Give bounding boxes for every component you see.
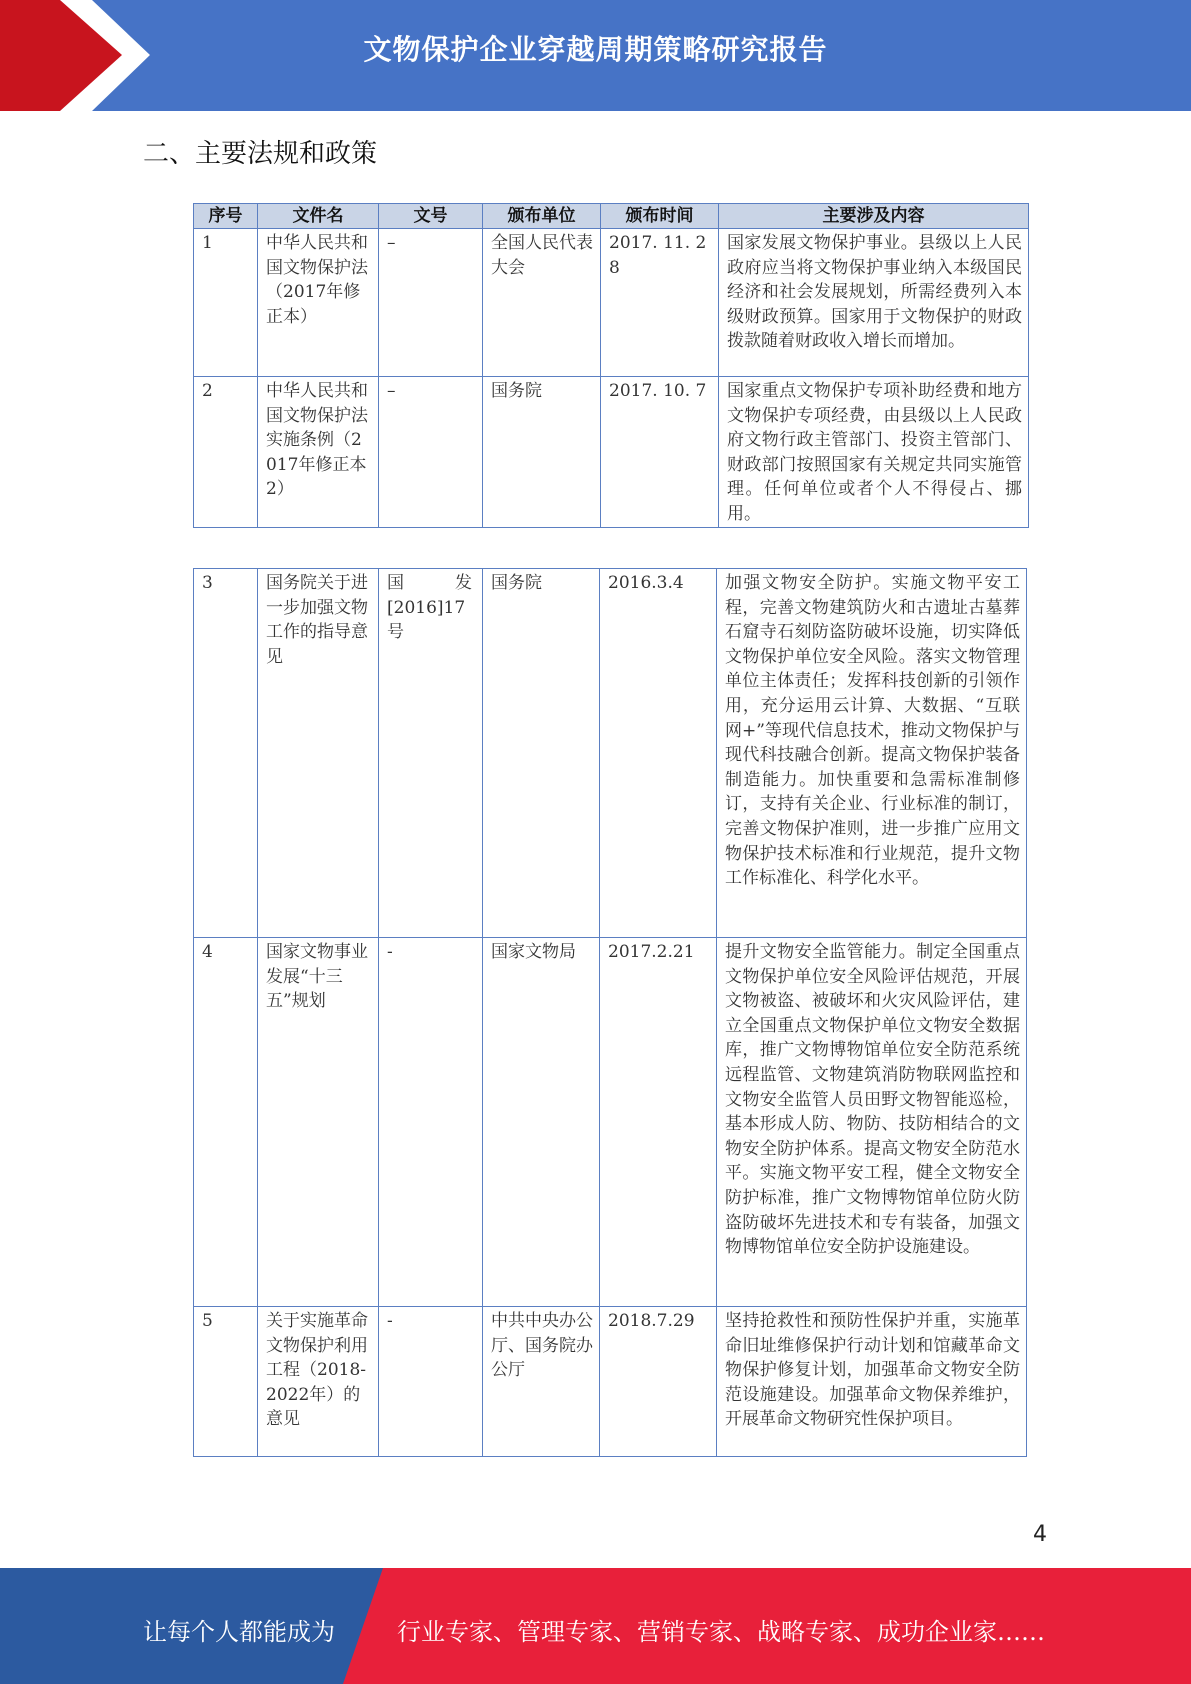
column-header-date: 颁布时间 [601, 204, 719, 229]
cell-issuer: 国务院 [483, 569, 600, 938]
section-heading: 二、主要法规和政策 [143, 139, 378, 169]
cell-date: 2017.2.21 [600, 938, 717, 1307]
cell-name: 关于实施革命文物保护利用工程（2018-2022年）的意见 [258, 1307, 379, 1457]
cell-content: 坚持抢救性和预防性保护并重，实施革命旧址维修保护行动计划和馆藏革命文物保护修复计划，加强革命文物安全防范设施建设。加强革命文物保养维护，开展革命文物研究性保护项目。 [717, 1307, 1027, 1457]
table-row [194, 1307, 1027, 1457]
table-row [194, 377, 1029, 528]
cell-content: 提升文物安全监管能力。制定全国重点文物保护单位安全风险评估规范，开展文物被盗、被破坏和火灾风险评估，建立全国重点文物保护单位文物安全数据库，推广文物博物馆单位安全防范系统远程监管、文物建筑消防物联网监控和文物安全监管人员田野文物智能巡检，基本形成人防、物防、技防相结合的文物安全防护体系。提高文物安全防范水平。实施文物平安工程，健全文物安全防护标准，推广文物博物馆单位防火防盗防破坏先进技术和专有装备，加强文物博物馆单位安全防护设施建设。 [717, 938, 1027, 1307]
column-header-no: 序号 [194, 204, 258, 229]
cell-doc-no: - [379, 1307, 483, 1457]
table-header-row [194, 204, 1029, 229]
column-header-doc-no: 文号 [379, 204, 483, 229]
cell-no: 1 [194, 229, 258, 377]
cell-issuer: 国家文物局 [483, 938, 600, 1307]
cell-content: 国家发展文物保护事业。县级以上人民政府应当将文物保护事业纳入本级国民经济和社会发展规划，所需经费列入本级财政预算。国家用于文物保护的财政拨款随着财政收入增长而增加。 [719, 229, 1029, 377]
cell-date: 2018.7.29 [600, 1307, 717, 1457]
cell-content: 加强文物安全防护。实施文物平安工程，完善文物建筑防火和古遗址古墓葬石窟寺石刻防盗防破坏设施，切实降低文物保护单位安全风险。落实文物管理单位主体责任；发挥科技创新的引领作用，充分运用云计算、大数据、“互联网+”等现代信息技术，推动文物保护与现代科技融合创新。提高文物保护装备制造能力。加快重要和急需标准制修订，支持有关企业、行业标准的制订，完善文物保护准则，进一步推广应用文物保护技术标准和行业规范，提升文物工作标准化、科学化水平。 [717, 569, 1027, 938]
table-row [194, 229, 1029, 377]
cell-no: 2 [194, 377, 258, 528]
report-title: 文物保护企业穿越周期策略研究报告 [363, 33, 828, 66]
cell-name: 国务院关于进一步加强文物工作的指导意见 [258, 569, 379, 938]
cell-date: 2016.3.4 [600, 569, 717, 938]
column-header-name: 文件名 [258, 204, 379, 229]
cell-doc-no: - [379, 938, 483, 1307]
page-header [0, 0, 1191, 111]
policy-table-part-1 [193, 203, 1029, 528]
footer-slogan-right: 行业专家、管理专家、营销专家、战略专家、成功企业家…… [397, 1618, 1045, 1646]
cell-date: 2017. 10. 7 [601, 377, 719, 528]
cell-issuer: 中共中央办公厅、国务院办公厅 [483, 1307, 600, 1457]
policy-table-part-2 [193, 568, 1027, 1457]
page-footer [0, 1568, 1191, 1684]
cell-name: 国家文物事业发展“十三五”规划 [258, 938, 379, 1307]
column-header-content: 主要涉及内容 [719, 204, 1029, 229]
cell-doc-no: 国 发[2016]17号 [379, 569, 483, 938]
cell-no: 5 [194, 1307, 258, 1457]
cell-no: 4 [194, 938, 258, 1307]
cell-issuer: 全国人民代表大会 [483, 229, 601, 377]
cell-name: 中华人民共和国文物保护法实施条例（2017年修正本2） [258, 377, 379, 528]
cell-doc-no: – [379, 377, 483, 528]
cell-name: 中华人民共和国文物保护法（2017年修正本） [258, 229, 379, 377]
table-row [194, 938, 1027, 1307]
page-number: 4 [1033, 1522, 1047, 1547]
cell-no: 3 [194, 569, 258, 938]
cell-date: 2017. 11. 28 [601, 229, 719, 377]
cell-content: 国家重点文物保护专项补助经费和地方文物保护专项经费，由县级以上人民政府文物行政主管部门、投资主管部门、财政部门按照国家有关规定共同实施管理。任何单位或者个人不得侵占、挪用。 [719, 377, 1029, 528]
table-row [194, 569, 1027, 938]
cell-issuer: 国务院 [483, 377, 601, 528]
footer-slogan-left: 让每个人都能成为 [143, 1618, 335, 1646]
column-header-issuer: 颁布单位 [483, 204, 601, 229]
cell-doc-no: – [379, 229, 483, 377]
